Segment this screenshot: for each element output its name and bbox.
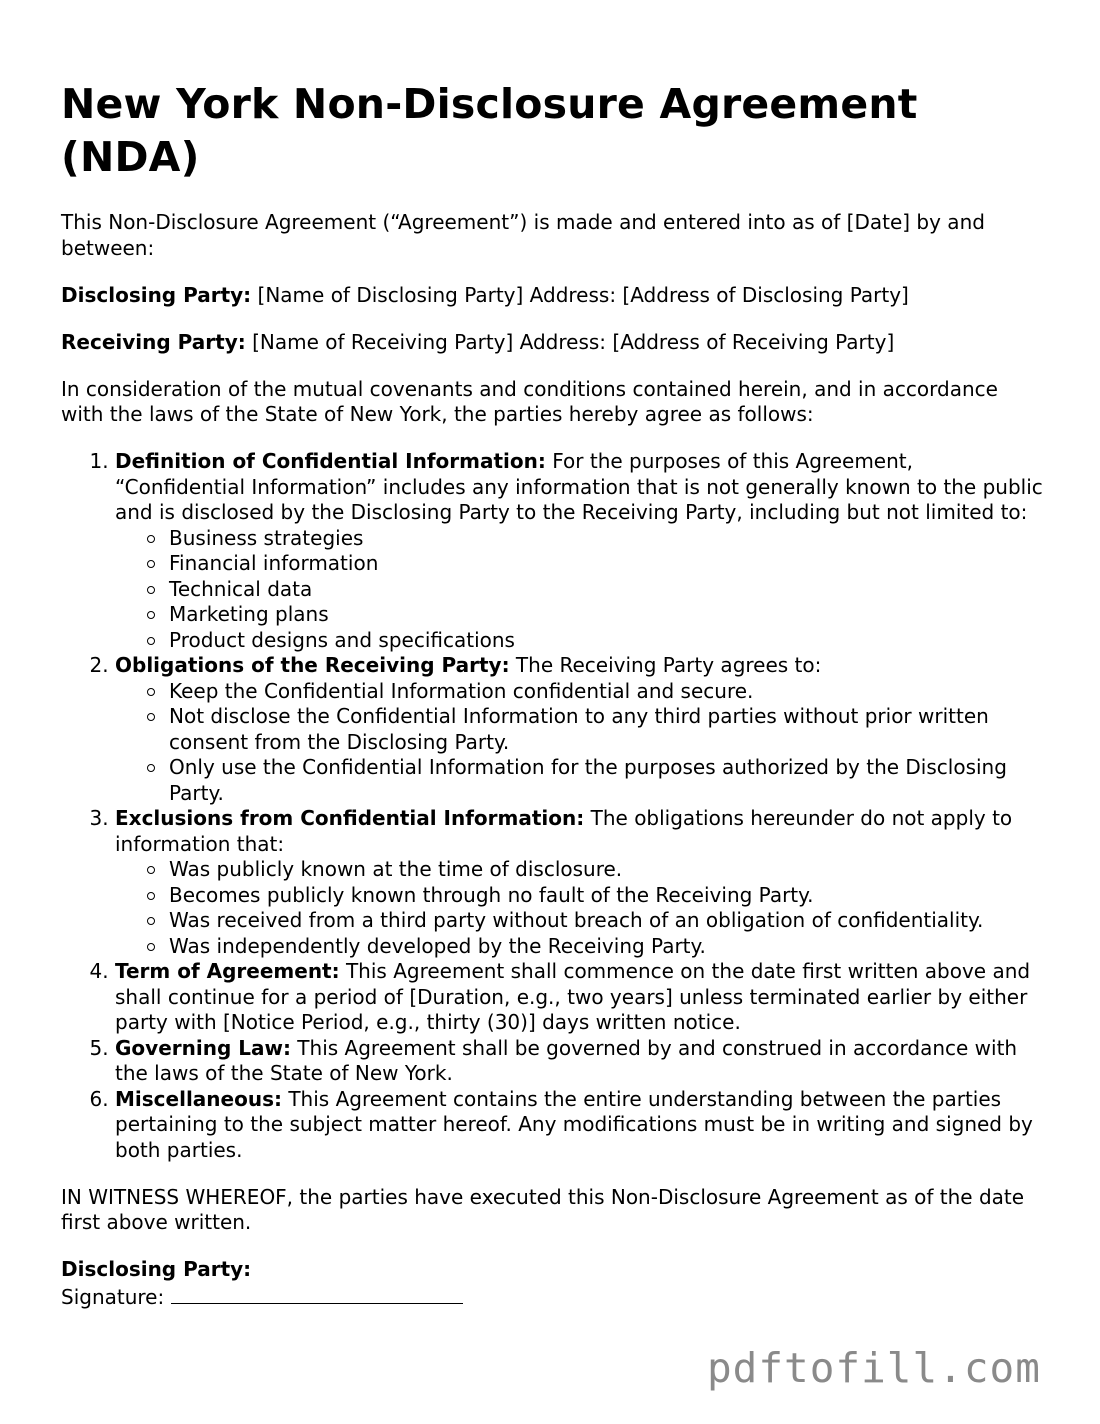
receiving-party-line [61,330,1046,356]
section-text: The obligations hereunder do not apply to information that: [115,806,1013,856]
section-obligations [115,653,1046,806]
list-item: Only use the Confidential Information for the purposes authorized by the Disclosing Party. [169,755,1046,806]
list-item: Was received from a third party without breach of an obligation of confidentiality. [169,908,1046,934]
list-item: Not disclose the Confidential Information to any third parties without prior written consent from the Disclosing Party. [169,704,1046,755]
list-item: Financial information [169,551,1046,577]
list-item: Business strategies [169,526,1046,552]
disclosing-party-label: Disclosing Party: [61,282,252,307]
section-text: The Receiving Party agrees to: [509,653,822,677]
signature-party-label: Disclosing Party: [61,1257,252,1281]
exclusion-items [115,857,1046,959]
list-item: Product designs and specifications [169,628,1046,654]
list-item: Technical data [169,577,1046,603]
section-heading: Miscellaneous: [115,1086,282,1111]
list-item: Marketing plans [169,602,1046,628]
definition-items [115,526,1046,654]
list-item: Was independently developed by the Receiving Party. [169,934,1046,960]
signature-block [61,1257,1046,1310]
intro-paragraph: This Non-Disclosure Agreement (“Agreement”) is made and entered into as of [Date] by and between: [61,210,985,260]
section-text: For the purposes of this Agreement, “Confidential Information” includes any information that is not generally known to the public and is disclosed by the Disclosing Party to the Receiving Party, including but not limited to: [115,449,1043,524]
receiving-party-label: Receiving Party: [61,329,246,354]
section-heading: Exclusions from Confidential Information: [115,806,585,830]
disclosing-party-line [61,283,1046,309]
sections-list [61,449,1046,1163]
list-item: Keep the Confidential Information confidential and secure. [169,679,1046,705]
section-heading: Term of Agreement: [115,959,340,983]
section-text: This Agreement contains the entire understanding between the parties pertaining to the subject matter hereof. Any modifications must be in writing and signed by both parties. [115,1086,1033,1162]
document-page [61,78,1046,1310]
section-term [115,959,1046,1036]
signature-label: Signature: [61,1284,171,1309]
list-item: Becomes publicly known through no fault of the Receiving Party. [169,883,1046,909]
disclosing-party-text: [Name of Disclosing Party] Address: [Address of Disclosing Party] [251,282,909,307]
consideration-paragraph: In consideration of the mutual covenants and conditions contained herein, and in accordance with the laws of the State of New York, the parties hereby agree as follows: [61,376,998,426]
section-heading: Definition of Confidential Information: [115,449,546,473]
section-heading: Obligations of the Receiving Party: [115,653,510,677]
section-exclusions [115,806,1046,959]
witness-paragraph: IN WITNESS WHEREOF, the parties have executed this Non-Disclosure Agreement as of the date first above written. [61,1184,1025,1234]
obligation-items [115,679,1046,807]
section-governing-law [115,1036,1046,1087]
section-miscellaneous [115,1087,1046,1164]
signature-row [61,1283,1046,1311]
section-definition [115,449,1046,653]
document-title: New York Non-Disclosure Agreement (NDA) [61,80,918,181]
list-item: Was publicly known at the time of disclosure. [169,857,1046,883]
section-text: This Agreement shall commence on the date first written above and shall continue for a period of [Duration, e.g., two years] unless terminated earlier by either party with [Notice Period, e.g., thirty (30)] days written notice. [115,959,1031,1034]
receiving-party-text: [Name of Receiving Party] Address: [Address of Receiving Party] [245,329,895,354]
signature-field[interactable] [171,1283,463,1304]
section-text: This Agreement shall be governed by and construed in accordance with the laws of the State of New York. [115,1035,1018,1085]
watermark: pdftofill.com [707,1344,1041,1392]
section-heading: Governing Law: [115,1035,291,1060]
